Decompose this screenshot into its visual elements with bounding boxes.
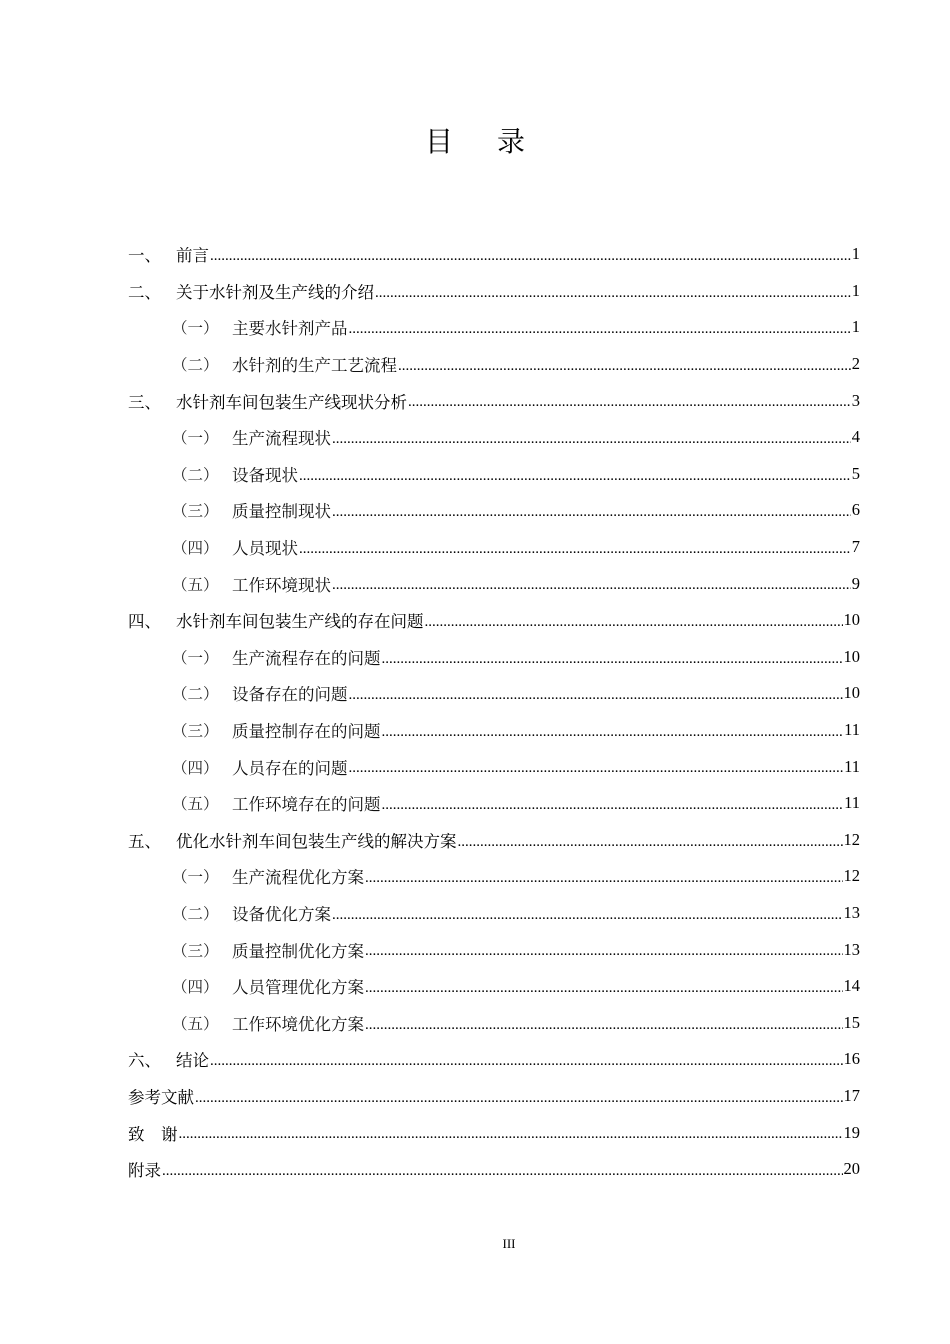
- toc-dot-leader: [332, 503, 851, 520]
- toc-entry[interactable]: [128, 639, 860, 676]
- toc-entry[interactable]: [128, 419, 860, 456]
- toc-entry-page-number: 10: [843, 610, 860, 630]
- toc-entry-page-number: 11: [844, 793, 860, 813]
- toc-dot-leader: [332, 430, 851, 447]
- page-number: III: [502, 1236, 516, 1251]
- toc-entry-title: 人员存在的问题: [232, 758, 348, 778]
- toc-entry-number: （三）: [172, 941, 219, 960]
- toc-entry-title: 主要水针剂产品: [232, 319, 348, 339]
- toc-entry-number: （二）: [172, 904, 219, 923]
- toc-entry[interactable]: [128, 748, 860, 785]
- toc-entry-page-number: 12: [843, 866, 860, 886]
- toc-entry-number: （二）: [172, 465, 219, 484]
- toc-entry-page-number: 7: [851, 537, 860, 557]
- toc-entry-page-number: 6: [851, 500, 860, 520]
- toc-entry-title: 参考文献: [128, 1087, 194, 1107]
- toc-dot-leader: [195, 1089, 843, 1106]
- toc-entry-number: 二、: [128, 282, 161, 302]
- toc-entry-title: 设备存在的问题: [232, 685, 348, 705]
- toc-dot-leader: [382, 650, 843, 667]
- toc-entry-page-number: 1: [851, 317, 860, 337]
- toc-entry-title: 致 谢: [128, 1124, 178, 1144]
- title-char-2: 录: [497, 125, 526, 158]
- toc-entry-page-number: 2: [851, 354, 860, 374]
- toc-entry-page-number: 5: [851, 463, 860, 483]
- toc-dot-leader: [349, 686, 843, 703]
- toc-dot-leader: [162, 1162, 843, 1179]
- toc-entry[interactable]: [128, 895, 860, 932]
- toc-entry[interactable]: [128, 236, 860, 273]
- toc-entry-number: （三）: [172, 722, 219, 741]
- toc-entry-title: 工作环境存在的问题: [232, 795, 381, 815]
- toc-dot-leader: [349, 759, 844, 776]
- toc-entry-number: （五）: [172, 795, 219, 814]
- toc-entry-number: （一）: [172, 868, 219, 887]
- toc-entry[interactable]: [128, 785, 860, 822]
- toc-entry-page-number: 14: [843, 976, 860, 996]
- toc-entry-page-number: 1: [851, 280, 860, 300]
- toc-entry-title: 水针剂的生产工艺流程: [232, 356, 397, 376]
- toc-entry-title: 工作环境现状: [232, 575, 331, 595]
- toc-dot-leader: [299, 467, 851, 484]
- toc-entry-title: 生产流程优化方案: [232, 868, 364, 888]
- toc-entry[interactable]: [128, 456, 860, 493]
- toc-entry-page-number: 3: [851, 390, 860, 410]
- toc-entry-page-number: 4: [851, 427, 860, 447]
- toc-entry-title: 质量控制优化方案: [232, 941, 364, 961]
- toc-dot-leader: [349, 320, 851, 337]
- toc-entry[interactable]: [128, 1041, 860, 1078]
- toc-entry-title: 质量控制存在的问题: [232, 722, 381, 742]
- toc-dot-leader: [408, 393, 851, 410]
- toc-entry[interactable]: [128, 565, 860, 602]
- toc-entry-number: 三、: [128, 392, 161, 412]
- toc-entry-number: （二）: [172, 685, 219, 704]
- toc-entry-page-number: 11: [844, 756, 860, 776]
- toc-entry-title: 优化水针剂车间包装生产线的解决方案: [176, 831, 457, 851]
- toc-entry[interactable]: [128, 273, 860, 310]
- toc-entry[interactable]: [128, 1114, 860, 1151]
- table-of-contents: [128, 236, 860, 1187]
- toc-dot-leader: [332, 906, 843, 923]
- toc-entry-page-number: 1: [851, 244, 860, 264]
- toc-entry-number: （一）: [172, 429, 219, 448]
- toc-entry-page-number: 17: [843, 1085, 860, 1105]
- toc-dot-leader: [365, 869, 843, 886]
- toc-dot-leader: [299, 540, 851, 557]
- toc-entry-page-number: 11: [844, 720, 860, 740]
- toc-entry-title: 工作环境优化方案: [232, 1014, 364, 1034]
- toc-dot-leader: [382, 723, 844, 740]
- toc-entry-number: 四、: [128, 612, 161, 632]
- toc-entry[interactable]: [128, 675, 860, 712]
- toc-entry-title: 质量控制现状: [232, 502, 331, 522]
- toc-entry[interactable]: [128, 309, 860, 346]
- toc-dot-leader: [425, 613, 843, 630]
- toc-entry-title: 前言: [176, 246, 209, 266]
- toc-entry-number: （四）: [172, 758, 219, 777]
- toc-entry-title: 设备现状: [232, 465, 298, 485]
- toc-dot-leader: [382, 796, 844, 813]
- toc-dot-leader: [332, 576, 851, 593]
- toc-entry-number: （四）: [172, 978, 219, 997]
- toc-entry-page-number: 10: [843, 646, 860, 666]
- toc-entry-number: 五、: [128, 831, 161, 851]
- toc-entry[interactable]: [128, 346, 860, 383]
- page-title: [0, 120, 950, 160]
- toc-entry-page-number: 20: [843, 1159, 860, 1179]
- toc-dot-leader: [210, 1052, 843, 1069]
- toc-entry-page-number: 10: [843, 683, 860, 703]
- toc-entry-title: 设备优化方案: [232, 904, 331, 924]
- toc-entry-number: （一）: [172, 648, 219, 667]
- toc-entry-number: （三）: [172, 502, 219, 521]
- toc-entry[interactable]: [128, 1151, 860, 1188]
- toc-entry-page-number: 19: [843, 1122, 860, 1142]
- toc-entry-title: 水针剂车间包装生产线现状分析: [176, 392, 407, 412]
- toc-entry[interactable]: [128, 858, 860, 895]
- toc-entry-title: 水针剂车间包装生产线的存在问题: [176, 612, 424, 632]
- toc-entry-page-number: 9: [851, 573, 860, 593]
- toc-entry-title: 生产流程现状: [232, 429, 331, 449]
- toc-dot-leader: [375, 284, 851, 301]
- toc-dot-leader: [398, 357, 851, 374]
- toc-entry[interactable]: [128, 1078, 860, 1115]
- toc-entry-page-number: 16: [843, 1049, 860, 1069]
- toc-entry-page-number: 15: [843, 1012, 860, 1032]
- toc-dot-leader: [365, 979, 843, 996]
- toc-dot-leader: [210, 247, 851, 264]
- toc-entry-number: 六、: [128, 1051, 161, 1071]
- toc-entry[interactable]: [128, 931, 860, 968]
- toc-entry-number: （五）: [172, 575, 219, 594]
- toc-entry-number: （一）: [172, 319, 219, 338]
- toc-entry[interactable]: [128, 529, 860, 566]
- toc-dot-leader: [365, 942, 843, 959]
- toc-entry-title: 附录: [128, 1161, 161, 1181]
- toc-entry[interactable]: [128, 1004, 860, 1041]
- toc-entry-number: （二）: [172, 356, 219, 375]
- toc-entry[interactable]: [128, 492, 860, 529]
- toc-entry-title: 人员现状: [232, 539, 298, 559]
- toc-entry-page-number: 12: [843, 829, 860, 849]
- toc-dot-leader: [458, 833, 843, 850]
- toc-entry-title: 关于水针剂及生产线的介绍: [176, 282, 374, 302]
- title-char-1: 目: [424, 125, 453, 158]
- toc-entry-number: 一、: [128, 246, 161, 266]
- toc-entry-title: 结论: [176, 1051, 209, 1071]
- toc-entry[interactable]: [128, 602, 860, 639]
- toc-entry-number: （五）: [172, 1014, 219, 1033]
- toc-entry-page-number: 13: [843, 939, 860, 959]
- toc-entry[interactable]: [128, 822, 860, 859]
- toc-entry[interactable]: [128, 712, 860, 749]
- toc-entry[interactable]: [128, 382, 860, 419]
- toc-entry[interactable]: [128, 968, 860, 1005]
- toc-dot-leader: [365, 1016, 843, 1033]
- toc-entry-title: 人员管理优化方案: [232, 978, 364, 998]
- toc-entry-title: 生产流程存在的问题: [232, 648, 381, 668]
- toc-entry-number: （四）: [172, 539, 219, 558]
- toc-dot-leader: [179, 1125, 843, 1142]
- toc-entry-page-number: 13: [843, 902, 860, 922]
